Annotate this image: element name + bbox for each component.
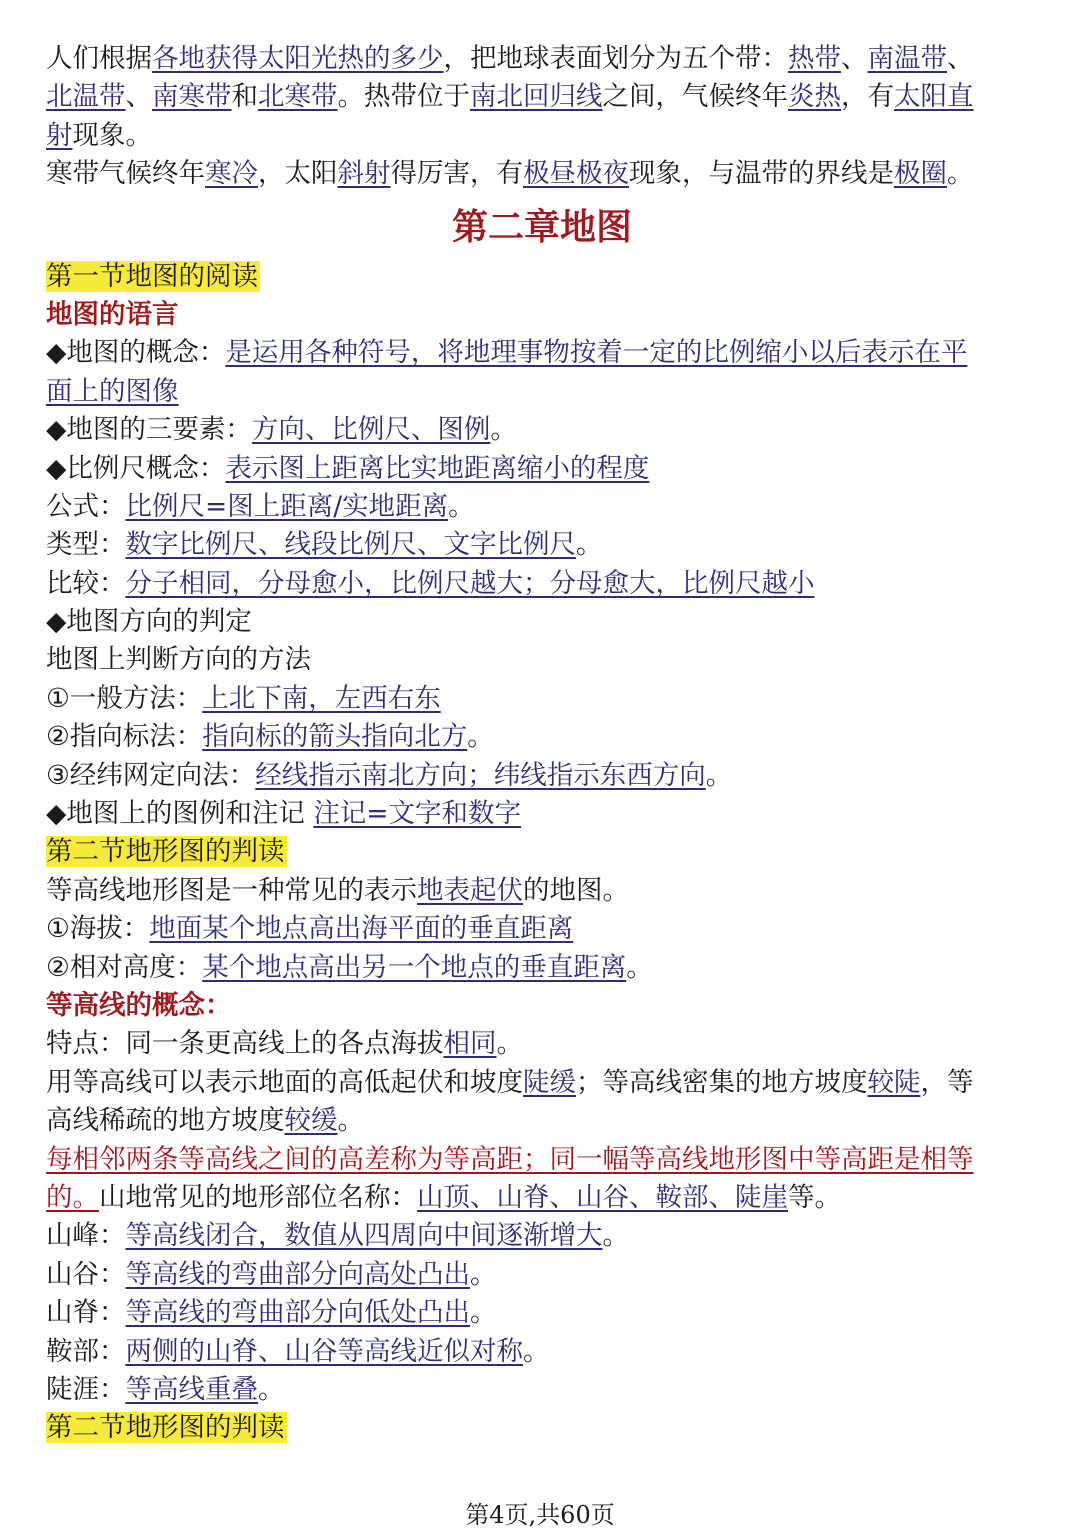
text-line <box>46 117 1038 155</box>
underlined-keyword: 极昼极夜 <box>523 158 629 190</box>
underlined-keyword: 相同 <box>443 1028 497 1060</box>
underlined-keyword: 射 <box>46 119 73 151</box>
underlined-keyword: 地表起伏 <box>417 874 523 906</box>
text-line <box>46 258 1038 296</box>
text-span: 等高线的概念： <box>46 989 232 1021</box>
text-line <box>46 565 1038 603</box>
text-span: 等高线地形图是一种常见的表示 <box>46 874 417 906</box>
text-line <box>46 1179 1038 1217</box>
document-body <box>46 40 1038 1448</box>
text-span: 。 <box>705 759 733 791</box>
underlined-keyword: 等高线的弯曲部分向低处凸出 <box>125 1297 470 1329</box>
underlined-keyword: 地面某个地点高出海平面的垂直距离 <box>149 913 574 945</box>
text-line <box>46 1064 1038 1102</box>
text-line <box>46 1025 1038 1063</box>
text-span: 。 <box>576 529 603 561</box>
underlined-keyword: 南北回归线 <box>470 81 603 113</box>
underlined-keyword: 的。 <box>46 1181 99 1213</box>
text-line <box>46 155 1038 193</box>
underlined-keyword: 经线指示南北方向；纬线指示东西方向 <box>255 759 706 791</box>
text-span: 高线稀疏的地方坡度 <box>46 1105 285 1137</box>
underlined-keyword: 较缓 <box>284 1105 338 1137</box>
text-span: 寒带气候终年 <box>46 158 205 190</box>
page-footer: 第4页,共60页 <box>465 1501 615 1529</box>
text-span: 用等高线可以表示地面的高低起伏和坡度 <box>46 1066 523 1098</box>
text-span: ②相对高度： <box>46 951 203 983</box>
underlined-keyword: 极圈 <box>894 158 947 190</box>
underlined-keyword: 北寒带 <box>258 81 338 113</box>
underlined-keyword: 方向、比例尺、图例 <box>251 414 491 446</box>
text-line <box>46 1141 1038 1179</box>
text-span: 、 <box>125 81 152 113</box>
chapter-title: 第二章地图 <box>451 205 632 248</box>
text-line <box>46 296 1038 334</box>
text-line <box>46 488 1038 526</box>
underlined-keyword: 两侧的山脊、山谷等高线近似对称 <box>125 1335 523 1367</box>
section-heading: 第二节地形图的判读 <box>46 1412 285 1444</box>
underlined-keyword: 比例尺=图上距离/实地距离 <box>125 490 449 522</box>
underlined-keyword: 每相邻两条等高线之间的高差称为等高距；同一幅等高线地形图中等高距是相等 <box>46 1143 974 1175</box>
underlined-keyword: 各地获得太阳光热的多少 <box>152 43 444 74</box>
text-line <box>46 1256 1038 1294</box>
text-span: 山地常见的地形部位名称： <box>99 1181 417 1213</box>
text-span: 。 <box>470 1297 497 1329</box>
text-span: 陡涯： <box>46 1373 126 1405</box>
underlined-keyword: 陡缓 <box>523 1066 576 1098</box>
text-span: 。热带位于 <box>337 81 470 113</box>
underlined-keyword: 指向标的箭头指向北方 <box>202 721 468 753</box>
text-span: ，等 <box>920 1066 974 1098</box>
text-span: ◆地图方向的判定 <box>46 606 252 638</box>
underlined-keyword: 南寒带 <box>152 81 232 113</box>
text-line <box>46 334 1038 372</box>
underlined-keyword: 北温带 <box>46 81 126 113</box>
text-span: 鞍部： <box>46 1335 126 1367</box>
underlined-keyword: 分子相同，分母愈小，比例尺越大；分母愈大，比例尺越小 <box>125 567 815 599</box>
text-span: ◆比例尺概念： <box>46 452 226 484</box>
text-span: 。 <box>467 721 494 753</box>
text-span: ，太阳 <box>258 158 338 190</box>
text-line <box>46 949 1038 987</box>
text-span: 。 <box>258 1373 285 1405</box>
text-line <box>46 757 1038 795</box>
text-span: 。 <box>523 1335 550 1367</box>
underlined-keyword: 数字比例尺、线段比例尺、文字比例尺 <box>125 529 576 561</box>
text-span: 地图的语言 <box>46 298 179 330</box>
text-line <box>46 1217 1038 1255</box>
underlined-keyword: 等高线重叠 <box>125 1373 258 1405</box>
underlined-keyword: 注记=文字和数字 <box>313 798 522 830</box>
text-span: 、 <box>947 43 974 74</box>
text-line <box>46 1294 1038 1332</box>
text-span: ◆地图的概念： <box>46 337 226 369</box>
text-span: ①海拔： <box>46 913 150 945</box>
text-span: 现象。 <box>72 119 152 151</box>
text-span: ②指向标法： <box>46 721 203 753</box>
text-span: ，有 <box>841 81 894 113</box>
underlined-keyword: 寒冷 <box>205 158 258 190</box>
text-span: 等。 <box>788 1181 841 1213</box>
section-heading: 第一节地图的阅读 <box>46 260 258 292</box>
text-line <box>46 795 1038 833</box>
text-line <box>46 910 1038 948</box>
text-span: 比较： <box>46 567 126 599</box>
text-span: ；等高线密集的地方坡度 <box>576 1066 868 1098</box>
text-span: 。 <box>626 951 653 983</box>
text-span: 得厉害，有 <box>390 158 523 190</box>
underlined-keyword: 斜射 <box>337 158 391 190</box>
text-span: 山峰： <box>46 1220 126 1252</box>
text-line <box>46 526 1038 564</box>
text-span: 山脊： <box>46 1297 126 1329</box>
text-line <box>46 987 1038 1025</box>
underlined-keyword: 面上的图像 <box>46 375 179 407</box>
text-line <box>46 680 1038 718</box>
underlined-keyword: 山顶、山脊、山谷、鞍部、陡崖 <box>417 1181 788 1213</box>
text-span: ①一般方法： <box>46 682 203 714</box>
text-span: 之间，气候终年 <box>602 81 788 113</box>
text-span: 。 <box>470 1258 497 1290</box>
text-line <box>46 40 1038 78</box>
text-line <box>46 450 1038 488</box>
text-span: ◆地图的三要素： <box>46 414 252 446</box>
underlined-keyword: 太阳直 <box>894 81 974 113</box>
text-span: 人们根据 <box>46 43 152 74</box>
text-span: 。 <box>448 490 475 522</box>
text-line <box>46 718 1038 756</box>
text-line <box>46 641 1038 679</box>
text-span: ③经纬网定向法： <box>46 759 256 791</box>
underlined-keyword: 表示图上距离比实地距离缩小的程度 <box>225 452 650 484</box>
underlined-keyword: 等高线闭合，数值从四周向中间逐渐增大 <box>125 1220 603 1252</box>
underlined-keyword: 较陡 <box>867 1066 921 1098</box>
underlined-keyword: 炎热 <box>788 81 841 113</box>
section-heading: 第二节地形图的判读 <box>46 836 285 868</box>
underlined-keyword: 等高线的弯曲部分向高处凸出 <box>125 1258 470 1290</box>
text-span: 的地图。 <box>523 874 629 906</box>
text-span: 、 <box>841 43 868 74</box>
underlined-keyword: 上北下南，左西右东 <box>202 682 441 714</box>
text-span: 山谷： <box>46 1258 126 1290</box>
text-span: ，把地球表面划分为五个带： <box>443 43 788 74</box>
text-line <box>46 833 1038 871</box>
text-span: 。 <box>602 1220 629 1252</box>
text-span: 。 <box>947 158 974 190</box>
text-line <box>46 373 1038 411</box>
text-span: 。 <box>337 1105 364 1137</box>
text-span: 。 <box>490 414 517 446</box>
text-span: 现象，与温带的界线是 <box>629 158 894 190</box>
underlined-keyword: 某个地点高出另一个地点的垂直距离 <box>202 951 627 983</box>
underlined-keyword: 热带 <box>788 43 841 74</box>
text-line <box>46 1409 1038 1447</box>
text-span: 。 <box>496 1028 523 1060</box>
text-span: ◆地图上的图例和注记 <box>46 798 314 830</box>
text-span: 地图上判断方向的方法 <box>46 644 311 676</box>
text-span: 类型： <box>46 529 126 561</box>
text-line <box>46 1102 1038 1140</box>
text-line <box>46 603 1038 641</box>
text-span: 公式： <box>46 490 126 522</box>
text-line <box>46 1333 1038 1371</box>
text-line <box>46 1371 1038 1409</box>
underlined-keyword: 南温带 <box>867 43 947 74</box>
text-span: 和 <box>231 81 258 113</box>
text-line <box>46 872 1038 910</box>
text-line <box>46 411 1038 449</box>
underlined-keyword: 是运用各种符号，将地理事物按着一定的比例缩小以后表示在平 <box>225 337 968 369</box>
text-span: 特点：同一条更高线上的各点海拔 <box>46 1028 444 1060</box>
text-line <box>46 78 1038 116</box>
